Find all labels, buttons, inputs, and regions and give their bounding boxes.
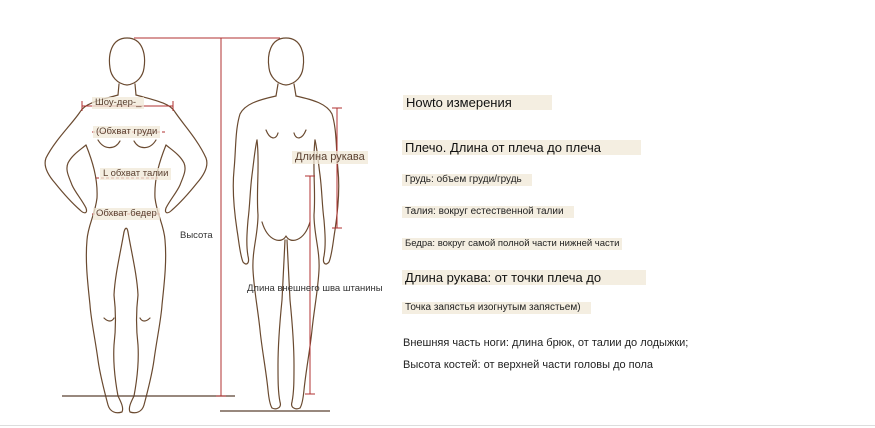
bottom-border [0, 425, 875, 426]
outseam-definition: Внешняя часть ноги: длина брюк, от талии до лодыжки; [403, 337, 689, 349]
hips-label: Обхват бедер [93, 208, 160, 220]
shoulder-label: Шоу-дер-_ [92, 97, 144, 109]
sleeve-definition: Длина рукава: от точки плеча до [402, 270, 646, 285]
height-definition: Высота костей: от верхней части головы до пола [403, 359, 654, 371]
waist-label: L обхват талии [100, 168, 171, 180]
height-label: Высота [180, 230, 213, 241]
chest-label: (Обхват груди [93, 126, 160, 138]
sleeve-definition-cont: Точка запястья изогнутым запястьем) [402, 302, 591, 314]
back-left-torso [253, 140, 285, 409]
waist-definition: Талия: вокруг естественной талии [402, 206, 574, 218]
outseam-label: Длина внешнего шва штанины [247, 283, 383, 294]
back-head [268, 38, 303, 85]
front-right-arm [136, 95, 207, 213]
chest-definition: Грудь: объем груди/грудь [402, 174, 532, 186]
back-right-torso [287, 140, 319, 409]
front-figure [45, 38, 207, 413]
front-left-torso [86, 145, 124, 413]
shoulder-definition: Плечо. Длина от плеча до плеча [402, 140, 641, 155]
front-head [109, 38, 144, 85]
hips-definition: Бедра: вокруг самой полной части нижней части [402, 238, 622, 250]
back-left-arm [233, 96, 276, 264]
heading: Howto измерения [403, 95, 552, 110]
back-figure [233, 38, 339, 409]
front-right-torso [128, 145, 166, 413]
front-left-arm [45, 95, 118, 213]
back-right-arm [296, 96, 339, 264]
sleeve-label: Длина рукава [292, 151, 368, 164]
